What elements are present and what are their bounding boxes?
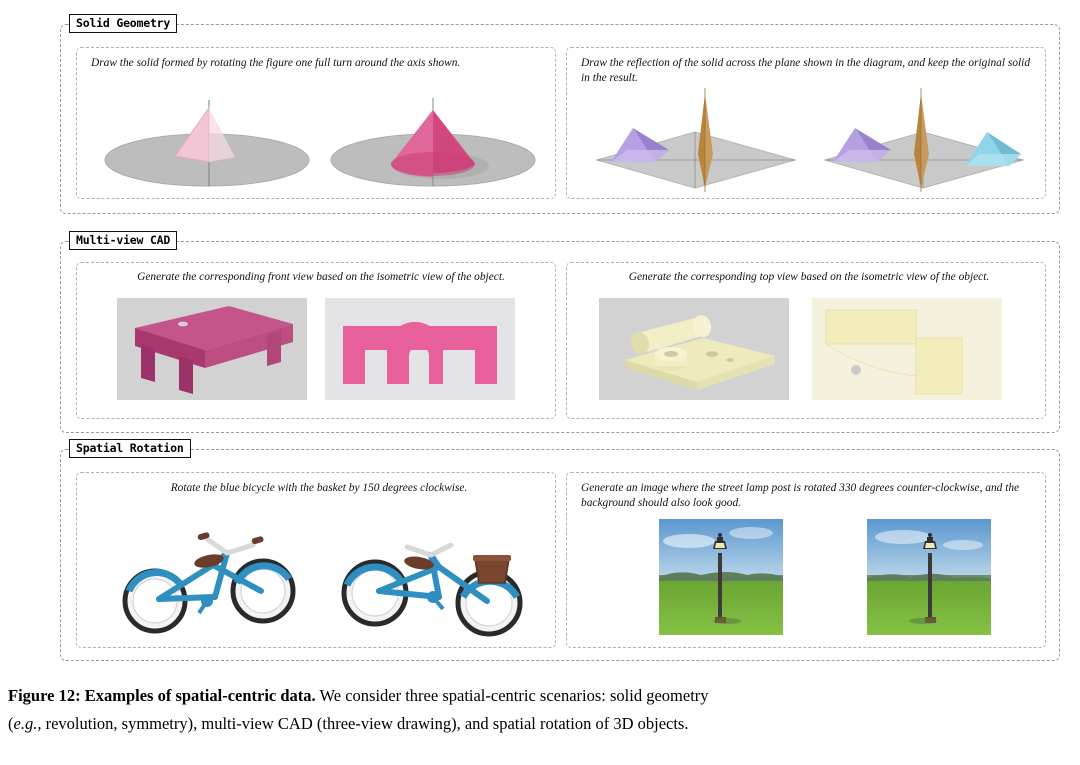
prompt-solid-geometry-reflection: Draw the reflection of the solid across the plane shown in the diagram, and keep the original solid in the result.: [581, 57, 1031, 85]
section-label-multi-view-cad: Multi-view CAD: [69, 231, 177, 250]
figure-eg: e.g.: [13, 714, 38, 733]
figure-number: Figure 12:: [8, 686, 81, 705]
prompt-cad-top-view: Generate the corresponding top view based on the isometric view of the object.: [628, 271, 990, 283]
section-label-solid-geometry: Solid Geometry: [69, 14, 177, 33]
figure-caption-line-2: [8, 712, 1072, 736]
figure-body-2: , revolution, symmetry), multi-view CAD (three-view drawing), and spatial rotation of 3D objects.: [37, 714, 689, 733]
panel-cad-front-view: [76, 262, 556, 419]
prompt-rotation-street-lamp: Generate an image where the street lamp post is rotated 330 degrees counter-clockwise, and the background should also look good.: [581, 482, 1020, 510]
image-purple-and-cyan-pyramids-with-axis: [811, 88, 1035, 194]
panel-cad-top-view: [566, 262, 1046, 419]
figure-title: Examples of spatial-centric data.: [84, 686, 316, 705]
image-top-view-yellow-cylinder-block: [812, 298, 1002, 400]
prompt-solid-geometry-rotation: Draw the solid formed by rotating the figure one full turn around the axis shown.: [91, 57, 461, 69]
section-label-spatial-rotation: Spatial Rotation: [69, 439, 191, 458]
image-blue-bicycle-original: [103, 505, 317, 641]
section-multi-view-cad: [60, 233, 1060, 433]
section-solid-geometry: [60, 16, 1060, 214]
image-purple-pyramid-with-axis: [583, 88, 807, 194]
image-triangle-with-axis-on-plane: [97, 82, 317, 194]
image-street-lamp-original: [659, 519, 783, 635]
image-street-lamp-rotated: [867, 519, 991, 635]
prompt-cad-front-view: Generate the corresponding front view based on the isometric view of the object.: [137, 271, 505, 283]
image-isometric-pink-bracket: [117, 298, 307, 400]
section-spatial-rotation: [60, 441, 1060, 661]
panel-rotation-street-lamp: [566, 472, 1046, 648]
panel-solid-geometry-reflection: [566, 47, 1046, 199]
image-cone-solid-on-plane: [323, 82, 543, 194]
image-blue-bicycle-rotated: [327, 505, 541, 641]
image-front-view-pink-bracket: [325, 298, 515, 400]
figure-body-1: We consider three spatial-centric scenarios: solid geometry: [319, 686, 709, 705]
image-isometric-yellow-cylinder-block: [599, 298, 789, 400]
prompt-rotation-bicycle: Rotate the blue bicycle with the basket by 150 degrees clockwise.: [170, 482, 468, 494]
figure-caption-line-1: [8, 684, 1072, 708]
figure-paren-open: (: [8, 714, 14, 733]
panel-solid-geometry-rotation: [76, 47, 556, 199]
panel-rotation-bicycle: [76, 472, 556, 648]
